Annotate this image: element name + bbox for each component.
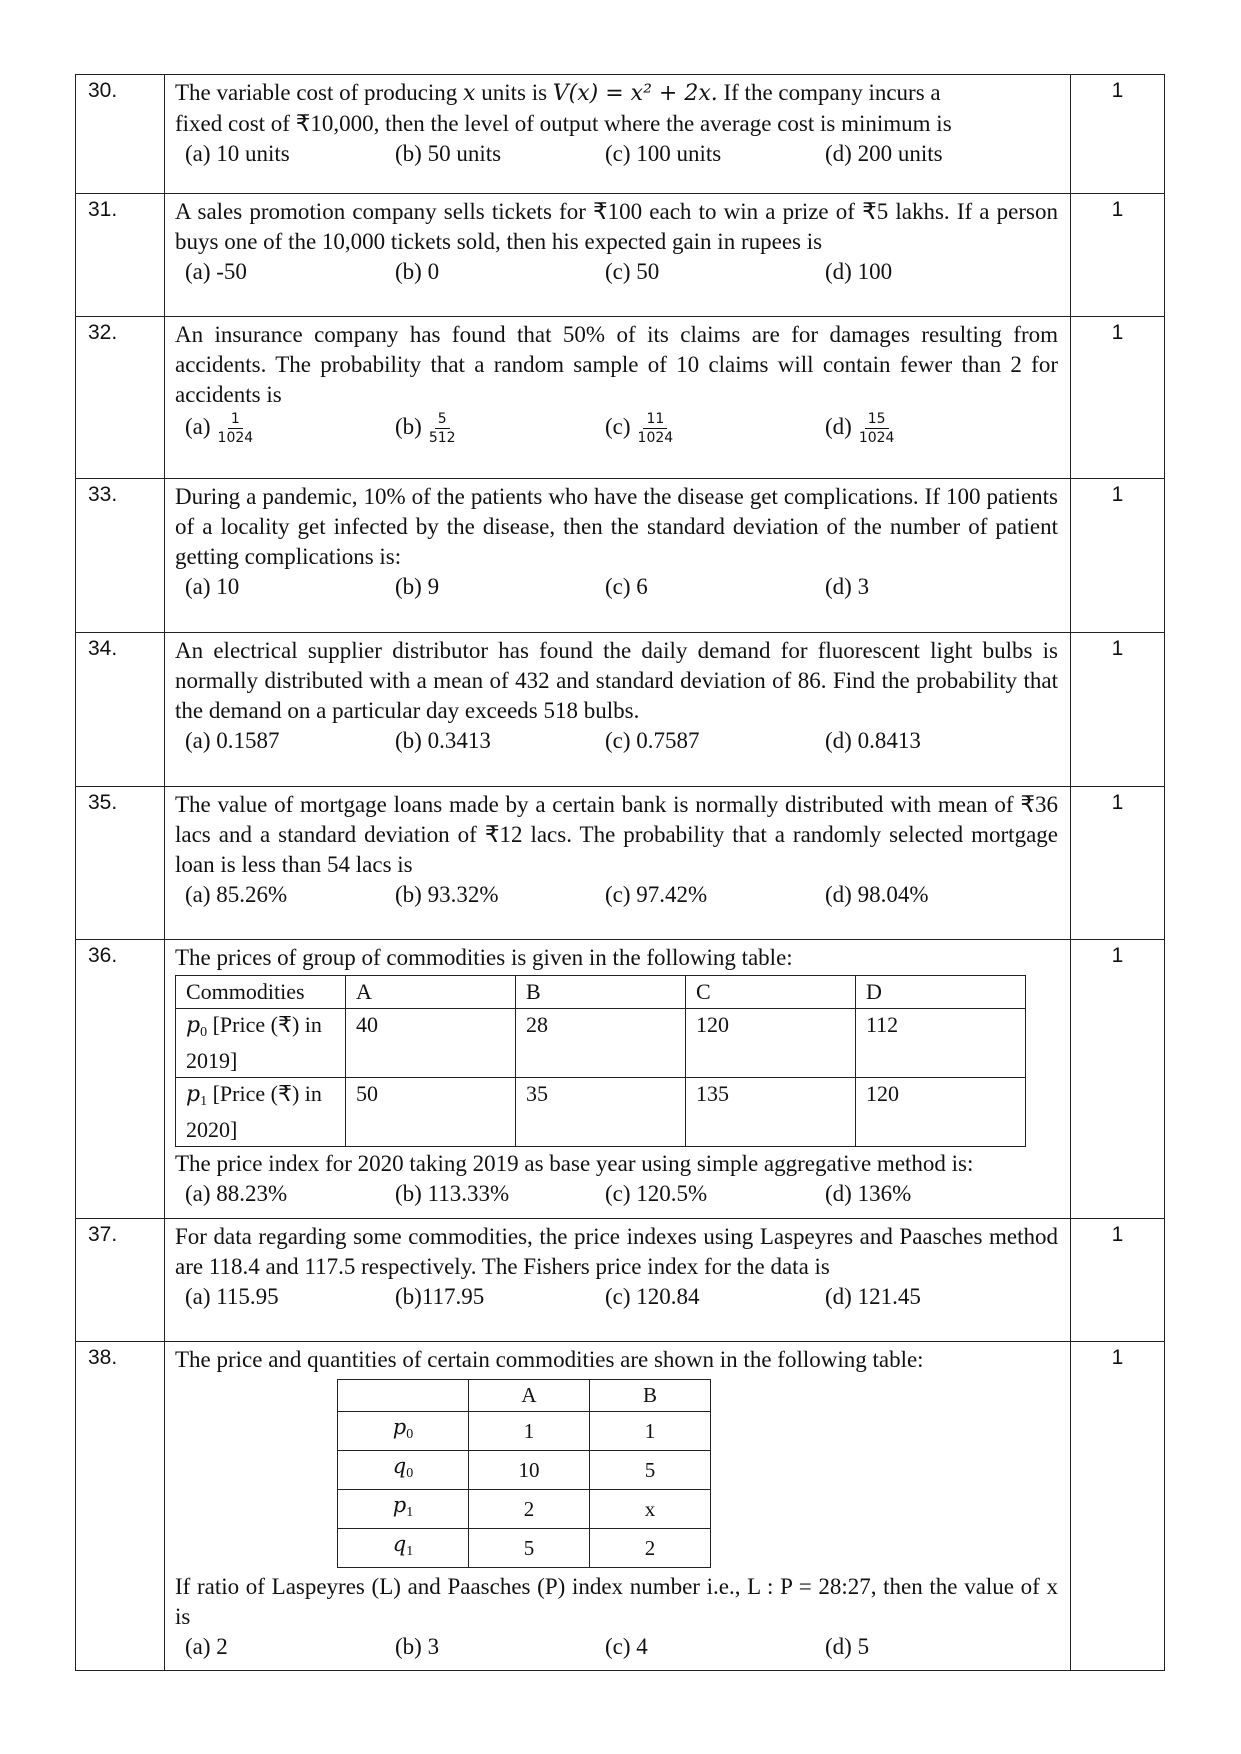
question-row-37 xyxy=(76,1219,1165,1342)
table-cell: 2 xyxy=(590,1529,711,1568)
question-text: The price and quantities of certain commodities are shown in the following table: xyxy=(175,1347,924,1372)
question-number: 37. xyxy=(76,1219,165,1342)
option-a: (a) $\frac{1}{1024}$ xyxy=(185,410,395,447)
table-row xyxy=(338,1490,711,1529)
option-b: (b) 93.32% xyxy=(395,882,499,907)
table-cell: 2 xyxy=(469,1490,590,1529)
question-row-31 xyxy=(76,194,1165,317)
table-row xyxy=(176,1009,1026,1078)
option-d: (d) 5 xyxy=(825,1634,870,1659)
table-row xyxy=(176,1078,1026,1147)
fraction: $\frac{11}{1024}$ xyxy=(637,411,674,446)
question-row-33 xyxy=(76,479,1165,633)
question-body xyxy=(165,1219,1071,1342)
option-c: (c) 4 xyxy=(605,1634,648,1659)
option-b: (b) $\frac{5}{512}$ xyxy=(395,410,605,447)
option-c: (c) 120.5% xyxy=(605,1181,708,1206)
question-body xyxy=(165,479,1071,633)
question-number: 34. xyxy=(76,633,165,787)
option-c: (c) 120.84 xyxy=(605,1284,700,1309)
question-body xyxy=(165,1342,1071,1671)
table-row xyxy=(338,1380,711,1412)
option-d: (d) 136% xyxy=(825,1181,912,1206)
question-text: For data regarding some commodities, the price indexes using Laspeyres and Paasches method are 118.4 and 117.5 respectively. The Fishers price index for the data is xyxy=(175,1224,1058,1279)
marks: 1 xyxy=(1071,1342,1165,1671)
fraction: $\frac{15}{1024}$ xyxy=(858,411,895,446)
table-cell: 40 xyxy=(346,1009,516,1078)
table-header-cell: Commodities xyxy=(176,976,346,1009)
question-text: An electrical supplier distributor has found the daily demand for fluorescent light bulbs is normally distributed with a mean of 432 and standard deviation of 86. Find the probability that the demand on a particular day exceeds 518 bulbs. xyxy=(175,638,1058,723)
table-cell: x xyxy=(590,1490,711,1529)
question-row-34 xyxy=(76,633,1165,787)
question-body xyxy=(165,317,1071,479)
option-a: (a) 2 xyxy=(185,1634,228,1659)
option-b: (b) 0 xyxy=(395,259,440,284)
table-header-cell: B xyxy=(590,1380,711,1412)
option-a: (a) 115.95 xyxy=(185,1284,279,1309)
options xyxy=(185,257,1058,287)
question-row-35 xyxy=(76,787,1165,940)
formula: V(x) = x² + 2x. xyxy=(552,81,718,106)
question-body xyxy=(165,633,1071,787)
marks: 1 xyxy=(1071,633,1165,787)
marks: 1 xyxy=(1071,940,1165,1219)
table-cell: 135 xyxy=(686,1078,856,1147)
table-cell: 35 xyxy=(516,1078,686,1147)
option-c: (c) $\frac{11}{1024}$ xyxy=(605,410,825,447)
table-cell: 5 xyxy=(590,1451,711,1490)
fraction: $\frac{1}{1024}$ xyxy=(217,411,254,446)
table-header-cell: A xyxy=(346,976,516,1009)
table-cell: 50 xyxy=(346,1078,516,1147)
question-text: During a pandemic, 10% of the patients who have the disease get complications. If 100 patients of a locality get infected by the disease, then the standard deviation of the number of patient getting complications is: xyxy=(175,484,1058,569)
option-a: (a) 85.26% xyxy=(185,882,288,907)
table-cell: 1 xyxy=(590,1412,711,1451)
question-number: 30. xyxy=(76,75,165,194)
option-d: (d) 121.45 xyxy=(825,1284,921,1309)
option-c: (c) 97.42% xyxy=(605,882,708,907)
question-table xyxy=(75,74,1165,1671)
question-number: 38. xyxy=(76,1342,165,1671)
option-a: (a) 10 units xyxy=(185,141,290,166)
marks: 1 xyxy=(1071,317,1165,479)
option-b: (b) 50 units xyxy=(395,141,502,166)
question-text: The prices of group of commodities is given in the following table: xyxy=(175,945,793,970)
table-cell: 28 xyxy=(516,1009,686,1078)
table-header-cell: B xyxy=(516,976,686,1009)
question-number: 31. xyxy=(76,194,165,317)
question-row-38 xyxy=(76,1342,1165,1671)
question-number: 36. xyxy=(76,940,165,1219)
question-body xyxy=(165,75,1071,194)
option-c: (c) 0.7587 xyxy=(605,728,700,753)
table-cell: 5 xyxy=(469,1529,590,1568)
options xyxy=(185,726,1058,756)
option-d: (d) 200 units xyxy=(825,141,943,166)
prices-table xyxy=(175,975,1026,1147)
row-label: $q_1$ xyxy=(338,1529,469,1568)
option-b: (b) 3 xyxy=(395,1634,440,1659)
table-cell: 1 xyxy=(469,1412,590,1451)
table-row xyxy=(338,1412,711,1451)
question-text: An insurance company has found that 50% of its claims are for damages resulting from accidents. The probability that a random sample of 10 claims will contain fewer than 2 for accidents is xyxy=(175,322,1058,407)
options xyxy=(185,1179,1058,1209)
question-text: A sales promotion company sells tickets for ₹100 each to win a prize of ₹5 lakhs. If a person buys one of the 10,000 tickets sold, then his expected gain in rupees is xyxy=(175,199,1058,254)
question-number: 32. xyxy=(76,317,165,479)
options xyxy=(185,572,1058,602)
table-row xyxy=(338,1529,711,1568)
question-text-after: The price index for 2020 taking 2019 as base year using simple aggregative method is: xyxy=(175,1151,974,1176)
marks: 1 xyxy=(1071,479,1165,633)
quantities-table xyxy=(337,1379,711,1568)
option-d: (d) $\frac{15}{1024}$ xyxy=(825,410,897,447)
options xyxy=(185,410,1058,447)
table-row xyxy=(338,1451,711,1490)
table-cell: 120 xyxy=(856,1078,1026,1147)
question-body xyxy=(165,940,1071,1219)
option-a: (a) 0.1587 xyxy=(185,728,280,753)
option-d: (d) 100 xyxy=(825,259,893,284)
table-header-cell xyxy=(338,1380,469,1412)
options xyxy=(185,139,1058,169)
option-c: (c) 100 units xyxy=(605,141,722,166)
marks: 1 xyxy=(1071,1219,1165,1342)
option-b: (b) 113.33% xyxy=(395,1181,510,1206)
table-cell: 120 xyxy=(686,1009,856,1078)
question-row-36 xyxy=(76,940,1165,1219)
option-b: (b)117.95 xyxy=(395,1284,485,1309)
marks: 1 xyxy=(1071,194,1165,317)
question-body xyxy=(165,787,1071,940)
table-header-cell: C xyxy=(686,976,856,1009)
options xyxy=(185,1282,1058,1312)
options xyxy=(185,1632,1058,1662)
question-text-after: If ratio of Laspeyres (L) and Paasches (P) index number i.e., L : P = 28:27, then the value of x is xyxy=(175,1574,1058,1629)
table-header-cell: D xyxy=(856,976,1026,1009)
row-label: $p_0$ [Price (₹) in 2019] xyxy=(176,1009,346,1078)
option-d: (d) 98.04% xyxy=(825,882,929,907)
option-b: (b) 9 xyxy=(395,574,440,599)
table-header-cell: A xyxy=(469,1380,590,1412)
row-label: $p_1$ xyxy=(338,1490,469,1529)
option-a: (a) 10 xyxy=(185,574,240,599)
option-a: (a) -50 xyxy=(185,259,247,284)
question-text: The value of mortgage loans made by a certain bank is normally distributed with mean of ₹36 lacs and a standard deviation of ₹12 lacs. The probability that a randomly selected mortgage loan is less than 54 lacs is xyxy=(175,792,1058,877)
table-cell: 112 xyxy=(856,1009,1026,1078)
marks: 1 xyxy=(1071,75,1165,194)
options xyxy=(185,880,1058,910)
fraction: $\frac{5}{512}$ xyxy=(428,411,456,446)
question-number: 33. xyxy=(76,479,165,633)
question-number: 35. xyxy=(76,787,165,940)
question-row-32 xyxy=(76,317,1165,479)
row-label: $q_0$ xyxy=(338,1451,469,1490)
option-a: (a) 88.23% xyxy=(185,1181,288,1206)
table-cell: 10 xyxy=(469,1451,590,1490)
marks: 1 xyxy=(1071,787,1165,940)
option-c: (c) 6 xyxy=(605,574,648,599)
question-text: The variable cost of producing x units is V(x) = x² + 2x. If the company incurs a fixed cost of ₹10,000, then the level of output where the average cost is minimum is xyxy=(175,80,952,136)
option-d: (d) 3 xyxy=(825,574,870,599)
row-label: $p_0$ xyxy=(338,1412,469,1451)
row-label: $p_1$ [Price (₹) in 2020] xyxy=(176,1078,346,1147)
question-body xyxy=(165,194,1071,317)
option-b: (b) 0.3413 xyxy=(395,728,491,753)
option-d: (d) 0.8413 xyxy=(825,728,921,753)
table-row xyxy=(176,976,1026,1009)
question-row-30 xyxy=(76,75,1165,194)
option-c: (c) 50 xyxy=(605,259,660,284)
